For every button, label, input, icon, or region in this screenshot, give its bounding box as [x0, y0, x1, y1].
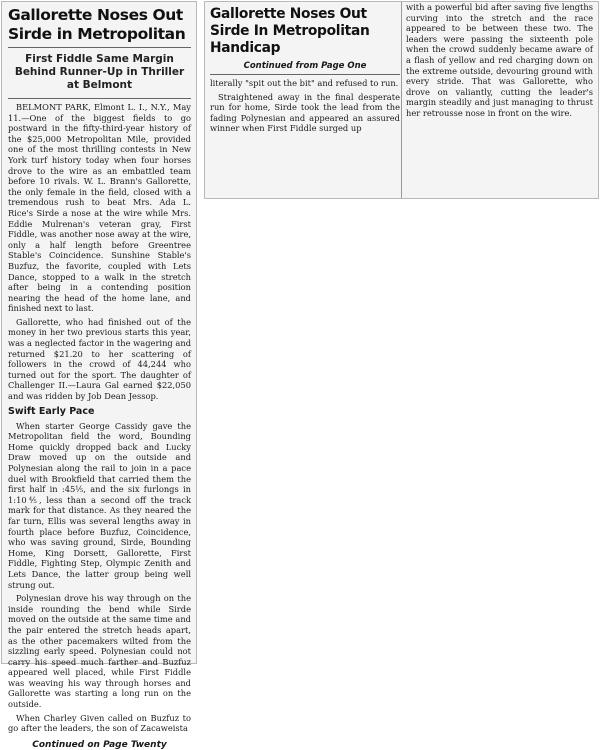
- article-paragraph: BELMONT PARK, Elmont L. I., N.Y., May 11.—One of the biggest fields to go postward in the fifty-third-year history of the $25,000 Metropolitan Mile, provided one of the most thrilling contests in New York turf history today when four horses drove to the wire as an embattled team before 10 rivals. W. L. Brann's Gallorette, the only female in the field, closed with a tremendous rush to beat Mrs. Ada L. Rice's Sirde a nose at the wire while Mrs. Eddie Mulrenan's veteran gray, First Fiddle, was another nose away at the wire, only a half length before Greentree Stable's Coincidence. Sunshine Stable's Buzfuz, the favorite, coupled with Lets Dance, stopped to a walk in the stretch after being in a contending position nearing the head of the home lane, and finished next to last.: [8, 102, 191, 314]
- front-page-clipping: [1, 1, 197, 750]
- article-paragraph: When Charley Given called on Buzfuz to go after the leaders, the son of Zacaweista: [8, 712, 191, 734]
- article-paragraph: Polynesian drove his way through on the inside rounding the bend while Sirde moved on the outside at the same time and the pair entered the stretch heads apart, as the other pacemakers wilted from the sizzling early speed. Polynesian could not carry his speed much farther and Buzfuz appeared well placed, while First Fiddle was weaving his way through horses and Gallorette was starting a long run on the outside.: [8, 593, 191, 710]
- continuation-clipping: [204, 1, 599, 199]
- article-paragraph: Gallorette, who had finished out of the money in her two previous starts this year, was a neglected factor in the wagering and returned $21.20 to her scattering of followers in the crowd of 44,244 who turned out for the sport. The daughter of Challenger II.—Laura Gal earned $22,050 and was ridden by Job Dean Jessop.: [8, 316, 191, 402]
- subhead-rule: [8, 98, 191, 99]
- section-heading: Swift Early Pace: [8, 405, 95, 417]
- article-paragraph: with a powerful bid after saving five lengths curving into the stretch and the race appeared to be between these two. The leaders were passing the sixteenth pole when the crowd suddenly became aware of a flash of yellow and red charging down on the extreme outside, devouring ground with every stride. That was Gallorette, who drove on valiantly, cutting the leader's margin steadily and just managing to thrust her retrousse nose in front on the wire.: [406, 2, 593, 118]
- article-paragraph: literally "spit out the bit" and refused to run.: [210, 78, 399, 88]
- continuation-headline: Gallorette Noses Out Sirde In Metropolitan Handicap: [210, 6, 370, 56]
- article-paragraph: When starter George Cassidy gave the Metropolitan field the word, Bounding Home quickly dropped back and Lucky Draw moved up on the outside and Polynesian along the rail to join in a pace duel with Brookfield that carried them the first half in :45⅕, and the six furlongs in 1:10⅘, less than a second off the track mark for that distance. As they neared the far turn, Ellis was several lengths away in fourth place before Buzfuz, Coincidence, who was saving ground, Sirde, Bounding Home, King Dorsett, Gallorette, First Fiddle, Fighting Step, Olympic Zenith and Lets Dance, the latter group being well strung out.: [8, 420, 191, 590]
- continuation-column-right: [406, 2, 593, 122]
- continuation-rule: [210, 74, 400, 75]
- jump-line: Continued on Page Twenty: [32, 739, 167, 750]
- headline: Gallorette Noses Out Sirde in Metropolitan: [8, 6, 186, 43]
- continued-from-line: Continued from Page One: [243, 61, 367, 71]
- column-divider: [401, 2, 402, 198]
- headline-rule: [8, 47, 191, 48]
- subheadline: First Fiddle Same Margin Behind Runner-Up in Thriller at Belmont: [14, 53, 185, 91]
- article-paragraph: Straightened away in the final desperate run for home, Sirde took the lead from the fading Polynesian and appeared an assured winner when First Fiddle surged up: [210, 91, 400, 134]
- continuation-column-left: [210, 6, 400, 137]
